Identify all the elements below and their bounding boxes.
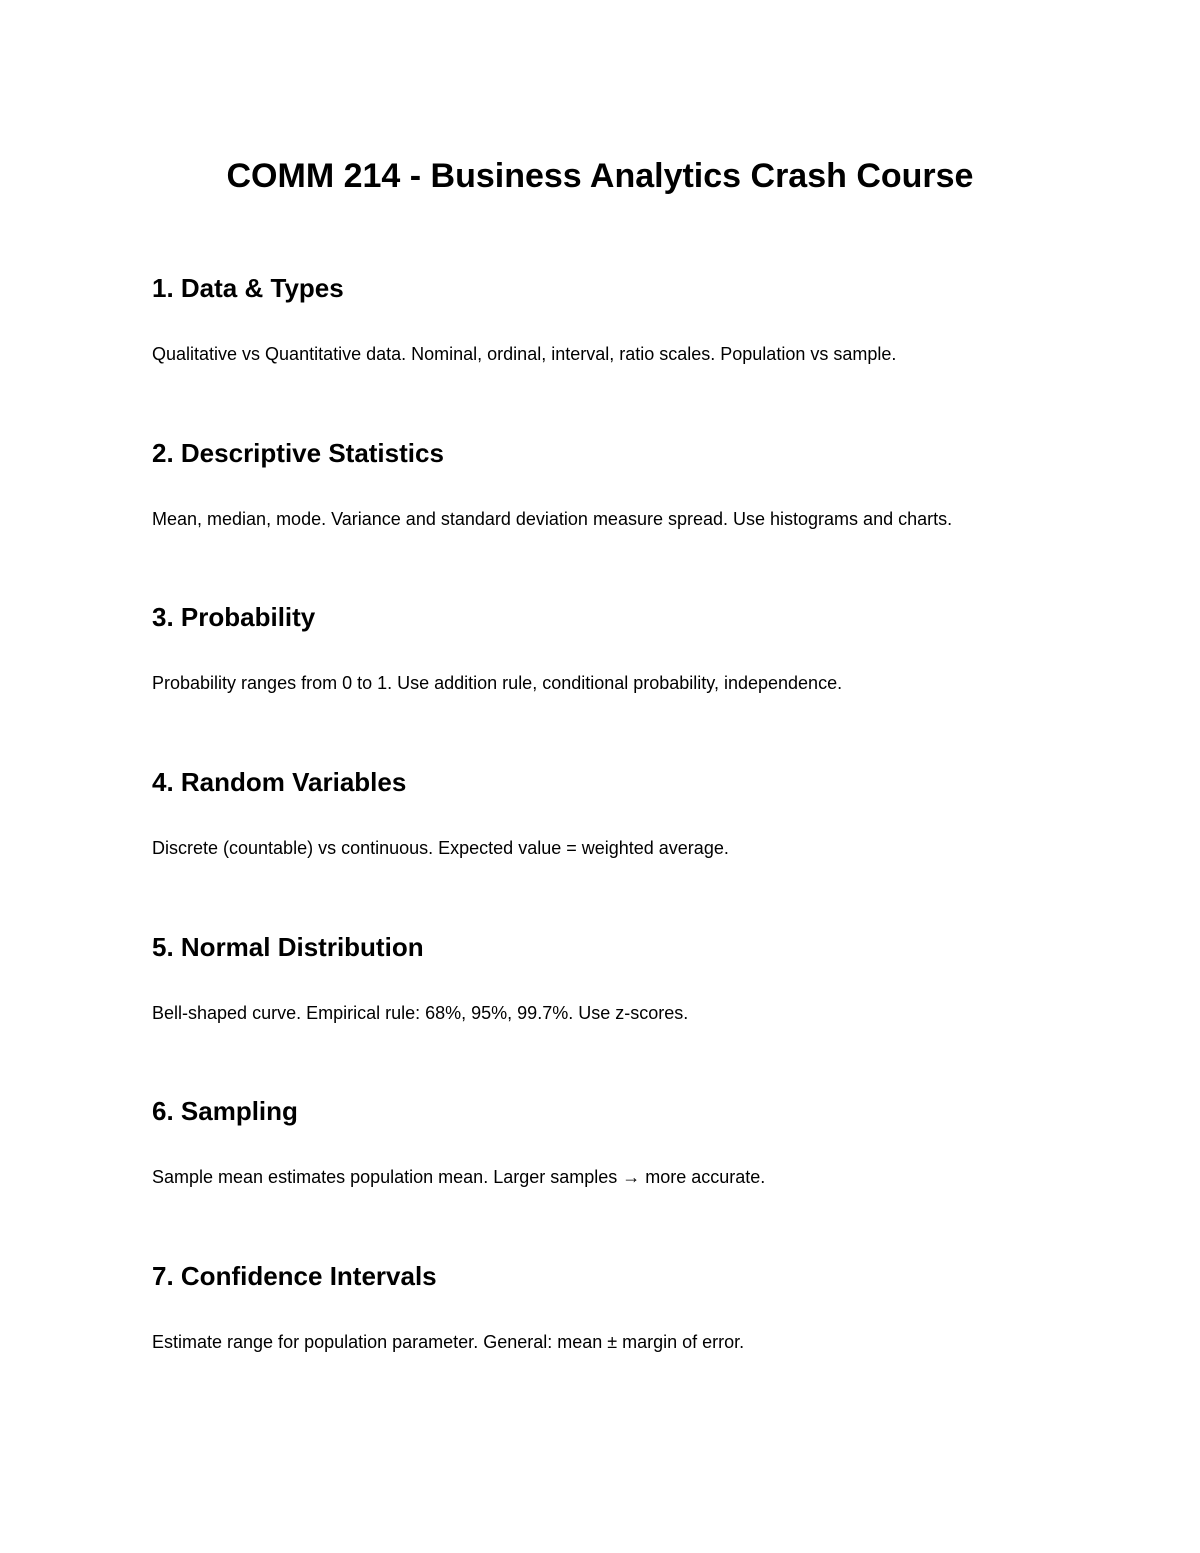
- section-data-types: [152, 270, 1112, 366]
- section-heading: 1. Data & Types: [152, 273, 344, 303]
- document-title: COMM 214 - Business Analytics Crash Course: [226, 157, 974, 195]
- section-body: Bell-shaped curve. Empirical rule: 68%, 95%, 99.7%. Use z-scores.: [152, 1003, 689, 1023]
- section-descriptive-statistics: [152, 435, 1112, 531]
- section-heading: 6. Sampling: [152, 1096, 298, 1126]
- section-normal-distribution: [152, 929, 1112, 1025]
- section-heading: 4. Random Variables: [152, 767, 407, 797]
- section-probability: [152, 599, 1112, 695]
- section-heading: 2. Descriptive Statistics: [152, 438, 444, 468]
- section-body: Estimate range for population parameter. General: mean ± margin of error.: [152, 1332, 745, 1352]
- section-heading: 5. Normal Distribution: [152, 932, 424, 962]
- section-body: Discrete (countable) vs continuous. Expected value = weighted average.: [152, 838, 729, 858]
- section-body: Sample mean estimates population mean. Larger samples → more accurate.: [152, 1167, 766, 1187]
- section-sampling: [152, 1093, 1112, 1189]
- section-body: Probability ranges from 0 to 1. Use addition rule, conditional probability, independence.: [152, 673, 843, 693]
- section-body: Qualitative vs Quantitative data. Nominal, ordinal, interval, ratio scales. Population vs sample.: [152, 344, 897, 364]
- section-random-variables: [152, 764, 1112, 860]
- section-heading: 3. Probability: [152, 602, 316, 632]
- section-heading: 7. Confidence Intervals: [152, 1261, 437, 1291]
- section-confidence-intervals: [152, 1258, 1112, 1354]
- section-body: Mean, median, mode. Variance and standard deviation measure spread. Use histograms and charts.: [152, 509, 953, 529]
